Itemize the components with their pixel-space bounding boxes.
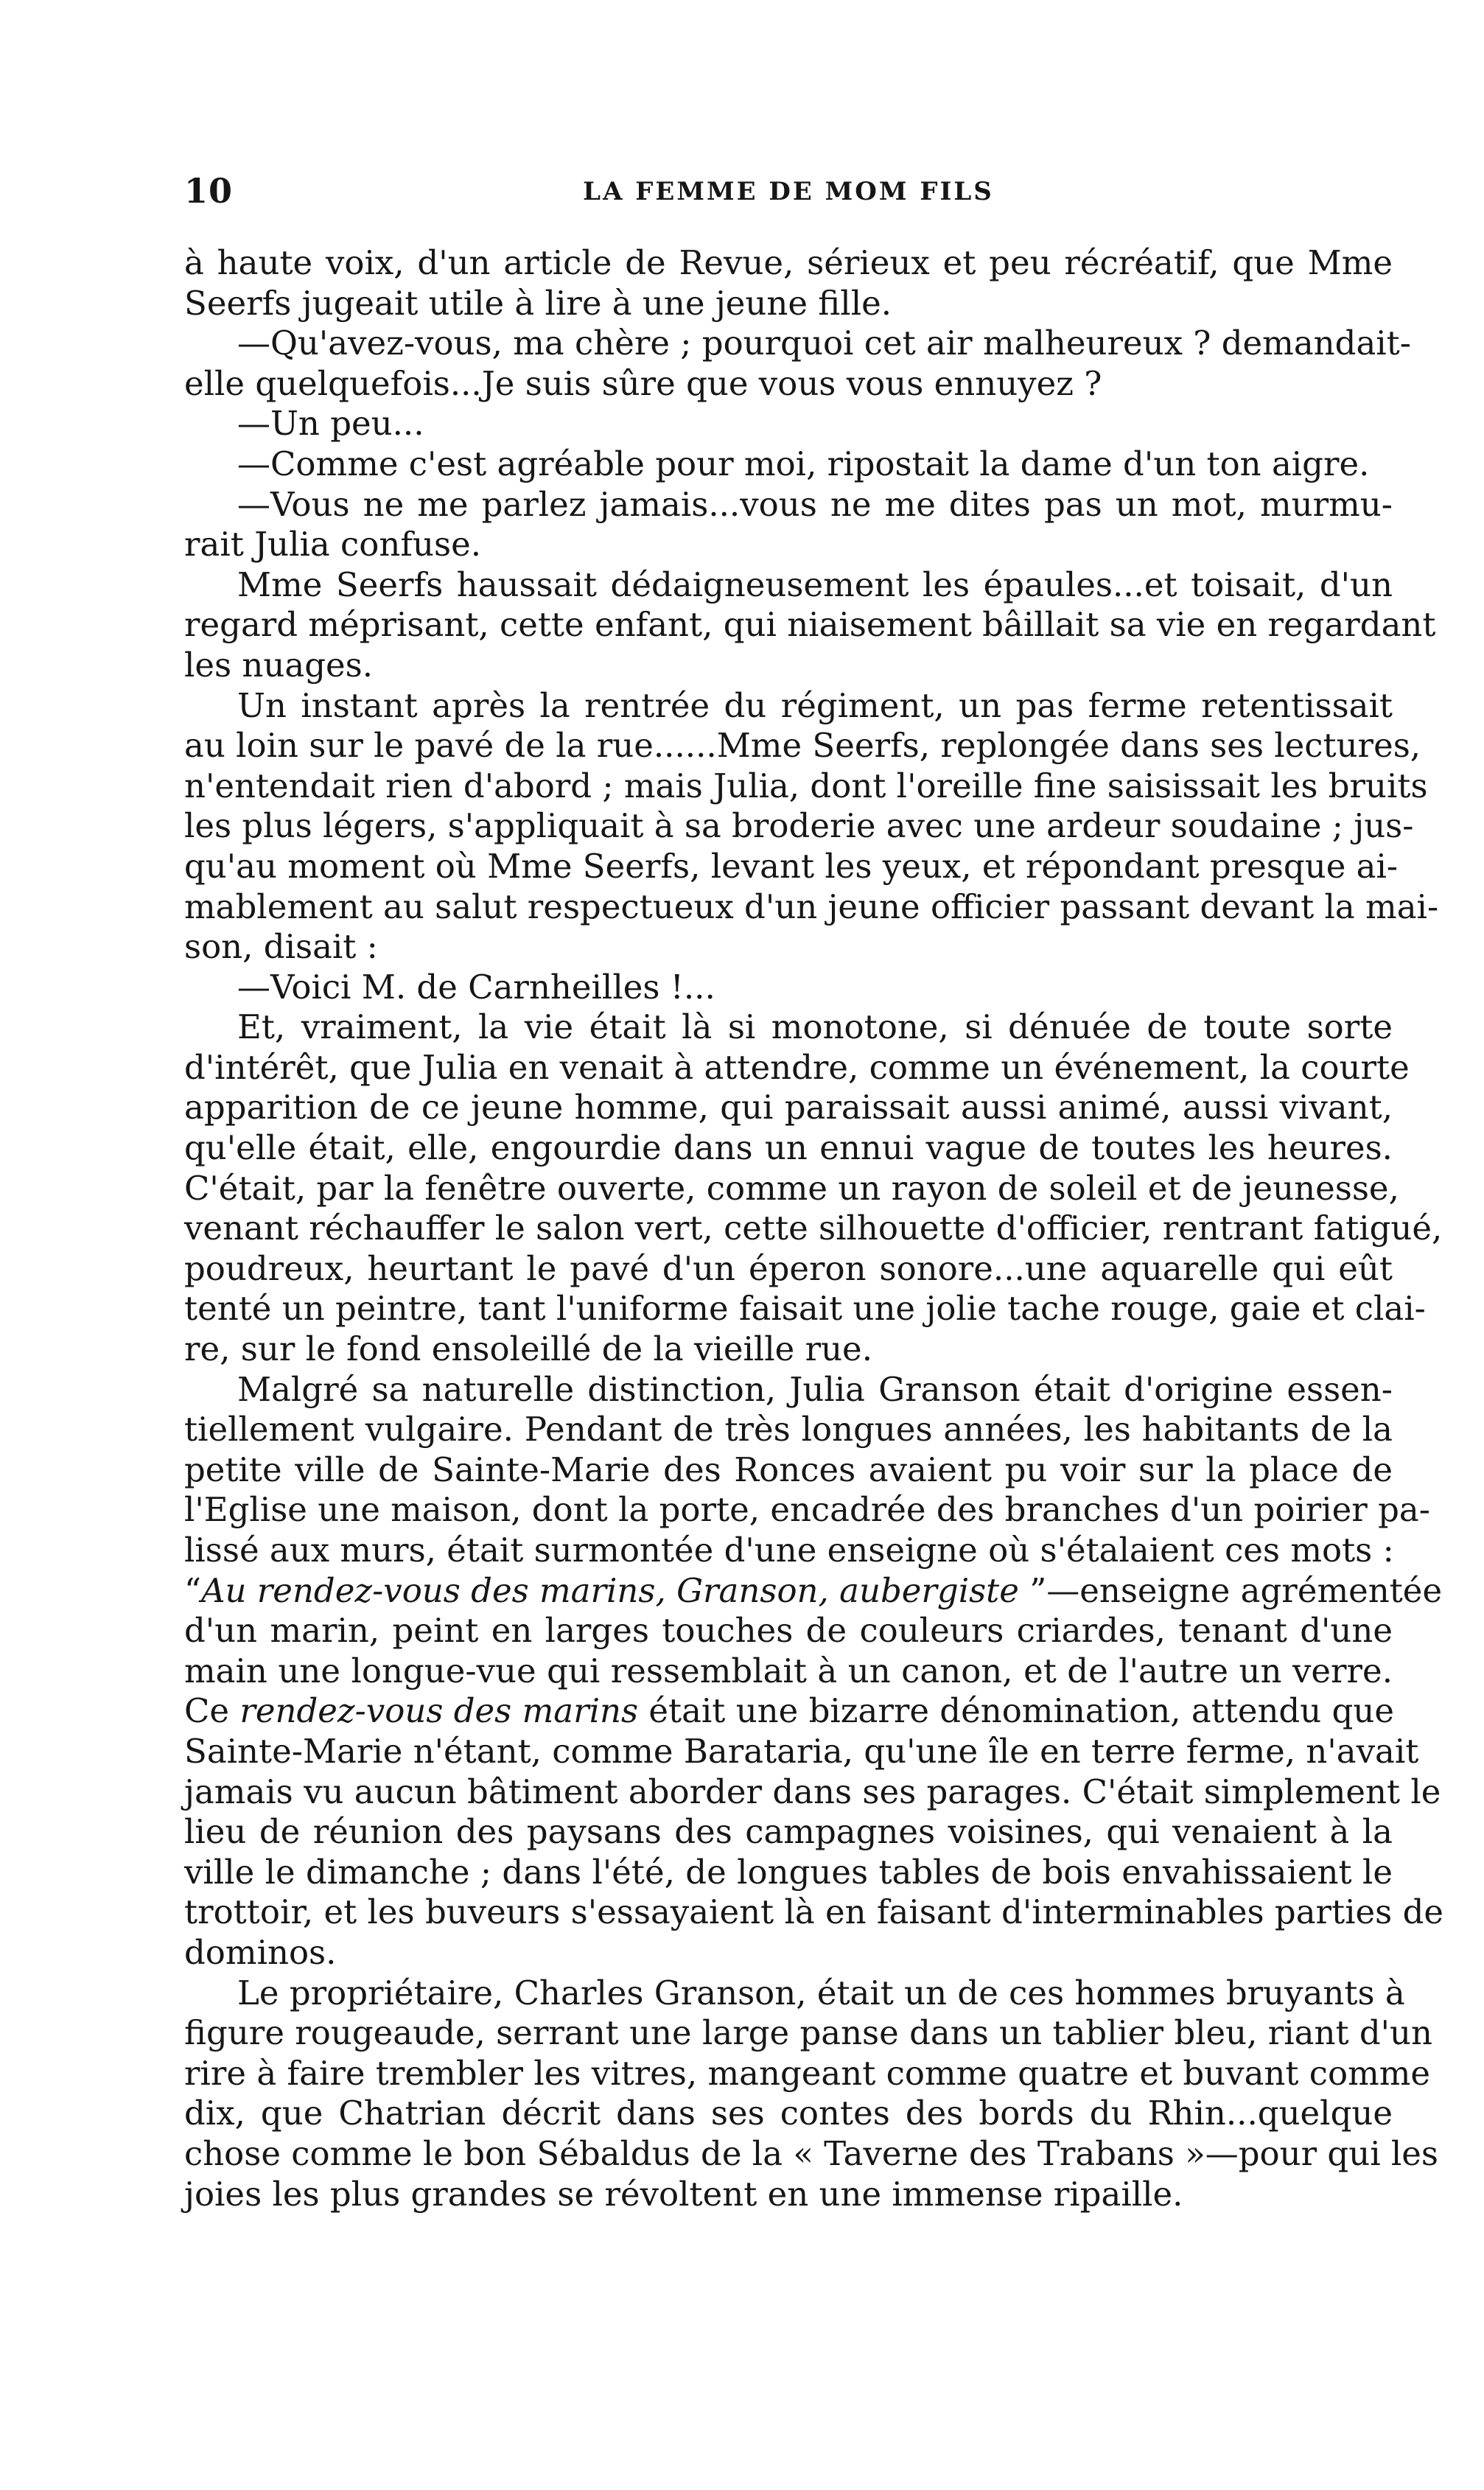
text-line: son, disait :: [184, 927, 378, 967]
page-number: 10: [184, 171, 234, 211]
text-line: poudreux, heurtant le pavé d'un éperon sonore...une aquarelle qui eût: [184, 1248, 1393, 1288]
text-line: petite ville de Sainte-Marie des Ronces avaient pu voir sur la place de: [184, 1449, 1393, 1489]
text-line: les plus légers, s'appliquait à sa broderie avec une ardeur soudaine ; jus-: [184, 806, 1414, 846]
text-line: [184, 1691, 1393, 1732]
text-line: joies les plus grandes se révoltent en une immense ripaille.: [184, 2174, 1183, 2214]
body-text: [184, 243, 1444, 2214]
text-line: [184, 1570, 1443, 1612]
ce-italic: rendez-vous des marins: [239, 1691, 639, 1731]
text-line: ville le dimanche ; dans l'été, de longues tables de bois envahissaient le: [184, 1852, 1393, 1892]
text-line: d'intérêt, que Julia en venait à attendre, comme un événement, la courte: [184, 1047, 1410, 1087]
sign-text: Au rendez-vous des marins, Granson, aubergiste: [201, 1570, 1019, 1610]
text-line: Et, vraiment, la vie était là si monotone, si dénuée de toute sorte: [237, 1007, 1393, 1047]
text-line: re, sur le fond ensoleillé de la vieille rue.: [184, 1329, 872, 1369]
text-line: trottoir, et les buveurs s'essayaient là en faisant d'interminables parties de: [184, 1892, 1444, 1932]
text-line: C'était, par la fenêtre ouverte, comme un rayon de soleil et de jeunesse,: [184, 1168, 1399, 1208]
text-line: figure rougeaude, serrant une large panse dans un tablier bleu, riant d'un: [184, 2013, 1432, 2053]
text-line: regard méprisant, cette enfant, qui niaisement bâillait sa vie en regardant: [184, 605, 1436, 645]
text-line: n'entendait rien d'abord ; mais Julia, dont l'oreille fine saisissait les bruits: [184, 766, 1428, 805]
text-line: Seerfs jugeait utile à lire à une jeune fille.: [184, 283, 892, 323]
text-line: qu'elle était, elle, engourdie dans un ennui vague de toutes les heures.: [184, 1128, 1393, 1168]
text-line: Un instant après la rentrée du régiment, un pas ferme retentissait: [237, 685, 1393, 725]
text-line: dix, que Chatrian décrit dans ses contes des bords du Rhin...quelque: [184, 2094, 1393, 2133]
text-line: main une longue-vue qui ressemblait à un canon, et de l'autre un verre.: [184, 1651, 1393, 1690]
text-line: dominos.: [184, 1932, 337, 1972]
text-line: —Voici M. de Carnheilles !...: [237, 967, 715, 1007]
sign-rest: ”—enseigne agrémentée: [1018, 1570, 1443, 1610]
text-line: Malgré sa naturelle distinction, Julia Granson était d'origine essen-: [237, 1369, 1393, 1409]
running-title: LA FEMME DE MOM FILS: [583, 177, 994, 206]
text-line: d'un marin, peint en larges touches de couleurs criardes, tenant d'une: [184, 1611, 1393, 1651]
text-line: tenté un peintre, tant l'uniforme faisait une jolie tache rouge, gaie et clai-: [184, 1289, 1426, 1329]
text-line: elle quelquefois...Je suis sûre que vous vous ennuyez ?: [184, 363, 1102, 403]
text-line: jamais vu aucun bâtiment aborder dans ses parages. C'était simplement le: [184, 1772, 1441, 1811]
text-line: rait Julia confuse.: [184, 525, 482, 564]
text-line: chose comme le bon Sébaldus de la « Taverne des Trabans »—pour qui les: [184, 2133, 1439, 2173]
text-line: —Qu'avez-vous, ma chère ; pourquoi cet air malheureux ? demandait-: [237, 324, 1411, 363]
text-line: lieu de réunion des paysans des campagnes voisines, qui venaient à la: [184, 1812, 1393, 1852]
text-line: Mme Seerfs haussait dédaigneusement les épaules...et toisait, d'un: [237, 564, 1393, 604]
text-line: au loin sur le pavé de la rue......Mme Seerfs, replongée dans ses lectures,: [184, 726, 1421, 766]
text-line: qu'au moment où Mme Seerfs, levant les yeux, et répondant presque ai-: [184, 846, 1399, 886]
text-line: Le propriétaire, Charles Granson, était un de ces hommes bruyants à: [237, 1973, 1405, 2012]
text-line: les nuages.: [184, 645, 374, 685]
text-line: —Un peu...: [237, 404, 424, 444]
page-header: [184, 171, 1393, 223]
text-line: —Vous ne me parlez jamais...vous ne me dites pas un mot, murmu-: [237, 484, 1393, 524]
text-line: à haute voix, d'un article de Revue, sérieux et peu récréatif, que Mme: [184, 243, 1393, 282]
text-line: l'Eglise une maison, dont la porte, encadrée des branches d'un poirier pa-: [184, 1490, 1430, 1530]
text-line: —Comme c'est agréable pour moi, ripostait la dame d'un ton aigre.: [237, 444, 1370, 483]
text-line: mablement au salut respectueux d'un jeune officier passant devant la mai-: [184, 886, 1439, 926]
text-line: rire à faire trembler les vitres, mangeant comme quatre et buvant comme: [184, 2053, 1431, 2093]
open-quote: “: [184, 1570, 202, 1610]
text-line: Sainte-Marie n'étant, comme Barataria, qu'une île en terre ferme, n'avait: [184, 1731, 1419, 1771]
ce-prefix: Ce: [184, 1691, 240, 1731]
text-line: apparition de ce jeune homme, qui paraissait aussi animé, aussi vivant,: [184, 1088, 1393, 1127]
text-line: lissé aux murs, était surmontée d'une enseigne où s'étalaient ces mots :: [184, 1531, 1394, 1570]
text-line: tiellement vulgaire. Pendant de très longues années, les habitants de la: [184, 1410, 1393, 1449]
text-line: venant réchauffer le salon vert, cette silhouette d'officier, rentrant fatigué,: [184, 1209, 1443, 1248]
ce-rest: était une bizarre dénomination, attendu que: [638, 1691, 1394, 1731]
